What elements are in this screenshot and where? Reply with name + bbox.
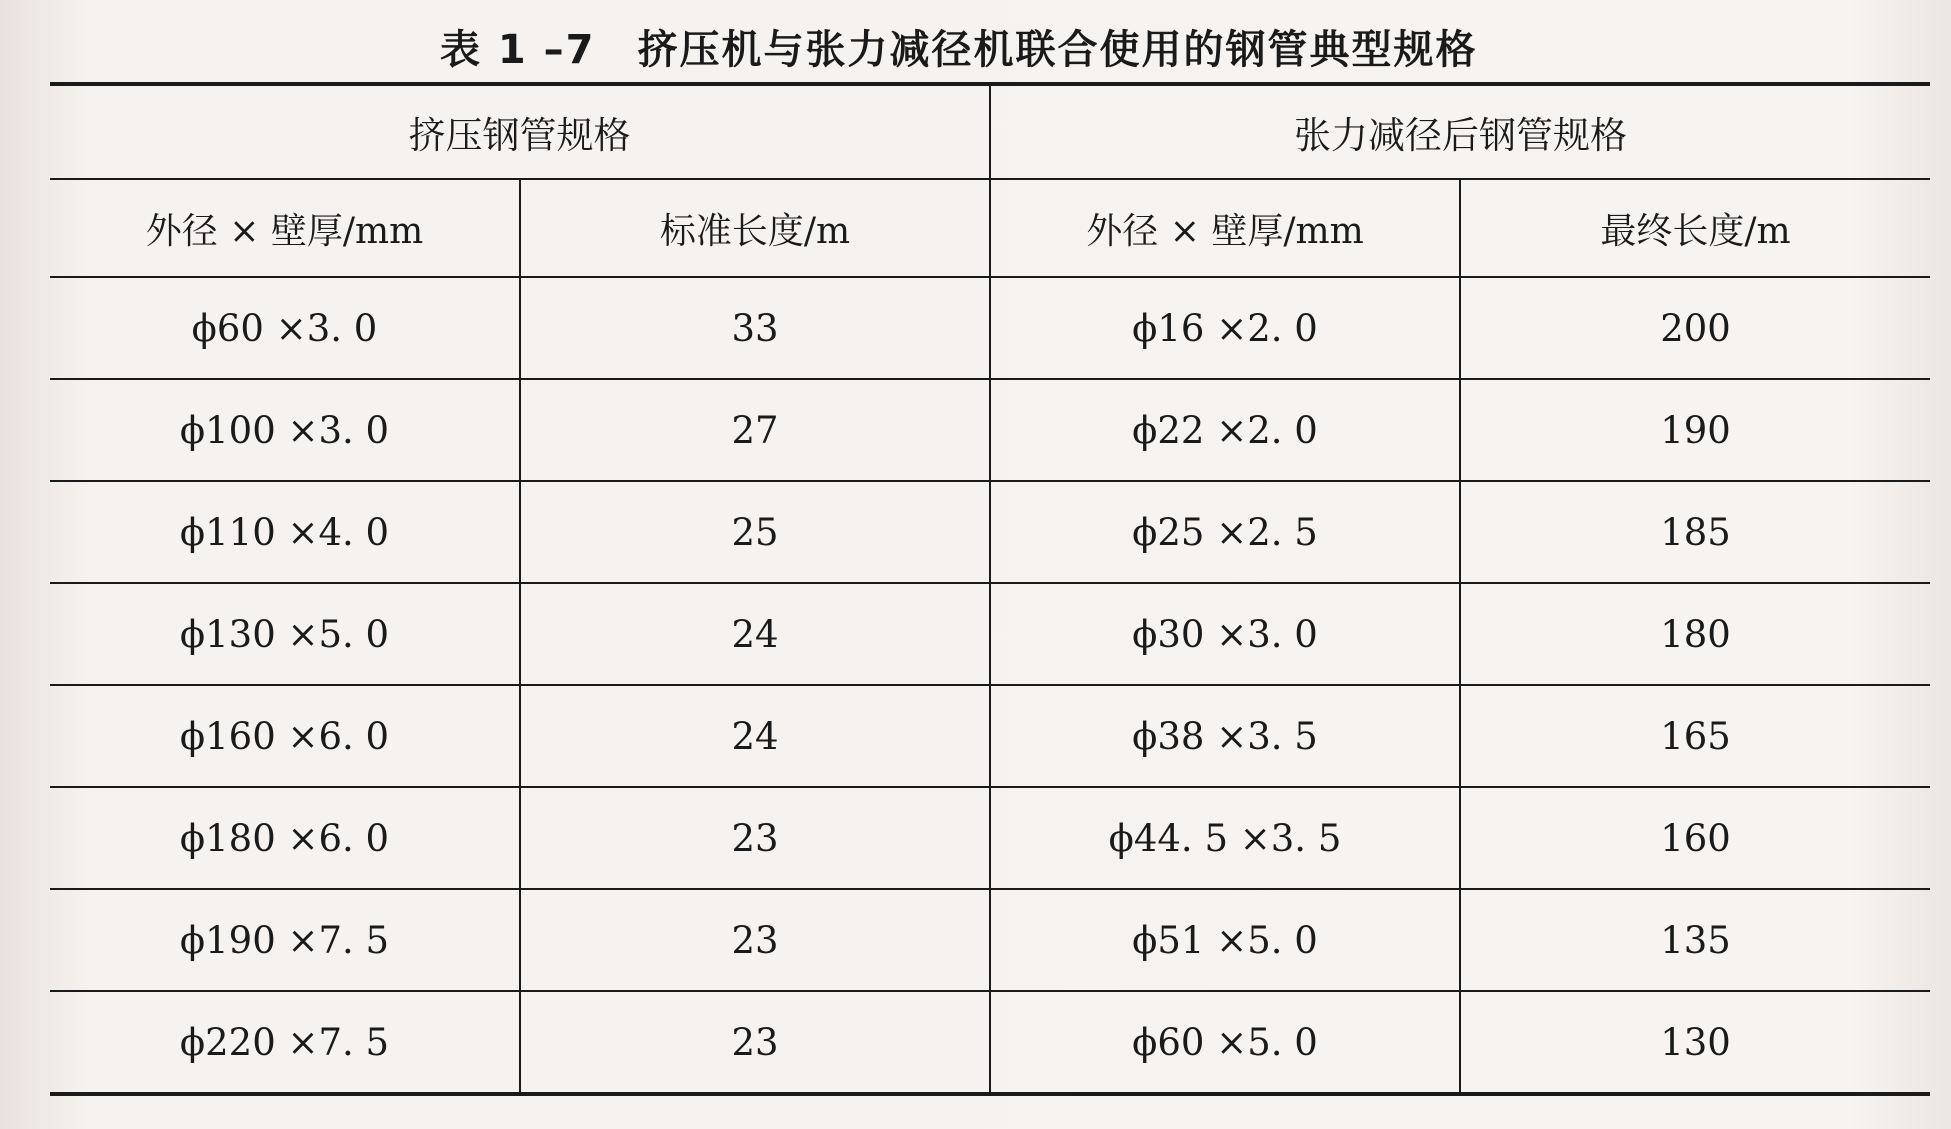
cell-final-length: 135 <box>1460 889 1930 991</box>
cell-standard-length: 23 <box>520 787 990 889</box>
group-header-reduced: 张力减径后钢管规格 <box>990 84 1930 179</box>
column-header-standard-length: 标准长度/m <box>520 179 990 277</box>
spec-table <box>50 82 1930 1096</box>
table-row <box>50 787 1930 889</box>
cell-final-length: 200 <box>1460 277 1930 379</box>
cell-standard-length: 25 <box>520 481 990 583</box>
cell-extruded-size: ϕ220 ×7. 5 <box>50 991 520 1094</box>
cell-final-length: 160 <box>1460 787 1930 889</box>
cell-reduced-size: ϕ38 ×3. 5 <box>990 685 1460 787</box>
cell-extruded-size: ϕ160 ×6. 0 <box>50 685 520 787</box>
group-header-extruded: 挤压钢管规格 <box>50 84 990 179</box>
cell-reduced-size: ϕ25 ×2. 5 <box>990 481 1460 583</box>
table-row <box>50 277 1930 379</box>
column-header-od-wall-reduced: 外径 × 壁厚/mm <box>990 179 1460 277</box>
cell-final-length: 185 <box>1460 481 1930 583</box>
cell-reduced-size: ϕ60 ×5. 0 <box>990 991 1460 1094</box>
column-header-row <box>50 179 1930 277</box>
cell-standard-length: 24 <box>520 583 990 685</box>
column-header-od-wall: 外径 × 壁厚/mm <box>50 179 520 277</box>
cell-extruded-size: ϕ60 ×3. 0 <box>50 277 520 379</box>
table-row <box>50 991 1930 1094</box>
cell-reduced-size: ϕ44. 5 ×3. 5 <box>990 787 1460 889</box>
cell-final-length: 190 <box>1460 379 1930 481</box>
cell-standard-length: 24 <box>520 685 990 787</box>
cell-standard-length: 23 <box>520 991 990 1094</box>
table-caption <box>440 18 1580 75</box>
table-row <box>50 685 1930 787</box>
cell-extruded-size: ϕ110 ×4. 0 <box>50 481 520 583</box>
cell-standard-length: 27 <box>520 379 990 481</box>
table-title: 挤压机与张力减径机联合使用的钢管典型规格 <box>637 27 1478 73</box>
cell-standard-length: 23 <box>520 889 990 991</box>
table-number: 表 1 –7 <box>440 27 596 73</box>
cell-final-length: 180 <box>1460 583 1930 685</box>
cell-final-length: 130 <box>1460 991 1930 1094</box>
cell-reduced-size: ϕ22 ×2. 0 <box>990 379 1460 481</box>
group-header-row <box>50 84 1930 179</box>
table-row <box>50 481 1930 583</box>
cell-extruded-size: ϕ190 ×7. 5 <box>50 889 520 991</box>
table-row <box>50 889 1930 991</box>
cell-final-length: 165 <box>1460 685 1930 787</box>
cell-reduced-size: ϕ16 ×2. 0 <box>990 277 1460 379</box>
table-row <box>50 583 1930 685</box>
cell-extruded-size: ϕ180 ×6. 0 <box>50 787 520 889</box>
table-row <box>50 379 1930 481</box>
cell-standard-length: 33 <box>520 277 990 379</box>
cell-extruded-size: ϕ100 ×3. 0 <box>50 379 520 481</box>
column-header-final-length: 最终长度/m <box>1460 179 1930 277</box>
cell-extruded-size: ϕ130 ×5. 0 <box>50 583 520 685</box>
cell-reduced-size: ϕ51 ×5. 0 <box>990 889 1460 991</box>
cell-reduced-size: ϕ30 ×3. 0 <box>990 583 1460 685</box>
